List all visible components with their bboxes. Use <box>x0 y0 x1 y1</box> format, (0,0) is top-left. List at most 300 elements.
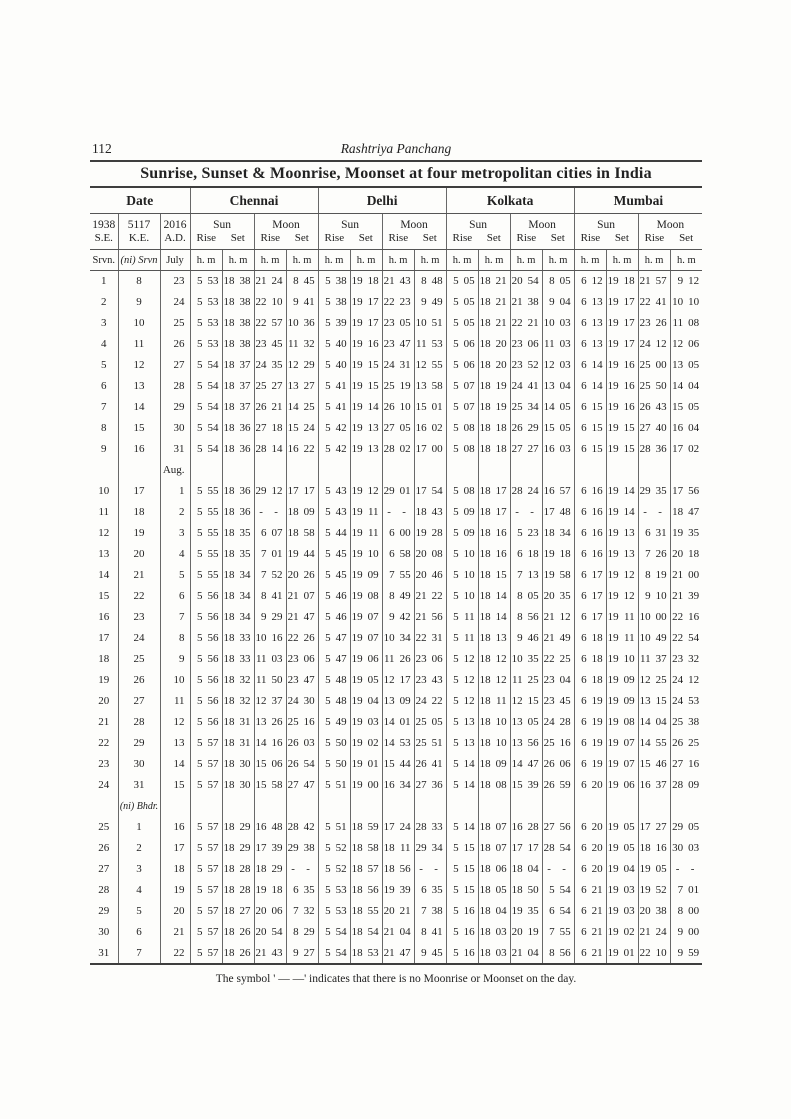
table-cell: 29 01 <box>382 481 414 502</box>
table-cell: 19 06 <box>350 649 382 670</box>
table-cell: 13 04 <box>542 376 574 397</box>
table-cell: 27 18 <box>254 418 286 439</box>
table-cell <box>190 460 222 481</box>
table-cell: 15 06 <box>254 754 286 775</box>
table-cell: 9 04 <box>542 292 574 313</box>
page <box>90 141 702 985</box>
table-cell: 5 07 <box>446 376 478 397</box>
table-cell: (ni) Bhdr. <box>118 796 160 817</box>
table-cell <box>350 460 382 481</box>
table-cell: 11 <box>98 506 110 518</box>
table-cell: 6 13 <box>574 334 606 355</box>
table-cell: 5 08 <box>446 418 478 439</box>
table-cell: 18 37 <box>222 376 254 397</box>
table-cell: 16 34 <box>382 775 414 796</box>
sun-group-header: Sun <box>318 214 382 233</box>
table-cell: 5 16 <box>446 901 478 922</box>
table-cell: 28 <box>98 884 110 896</box>
table-cell: 19 07 <box>606 733 638 754</box>
table-cell: 19 11 <box>350 523 382 544</box>
table-cell: 18 07 <box>478 817 510 838</box>
table-cell: 23 45 <box>542 691 574 712</box>
table-cell <box>222 796 254 817</box>
set-header: Set <box>286 232 318 250</box>
table-row <box>90 271 702 292</box>
table-cell: 8 45 <box>286 271 318 292</box>
table-cell: 24 35 <box>254 355 286 376</box>
table-cell: 5 54 <box>190 355 222 376</box>
table-cell: 5 07 <box>446 397 478 418</box>
table-cell: 9 29 <box>254 607 286 628</box>
table-cell: 29 34 <box>414 838 446 859</box>
table-cell: 18 38 <box>222 292 254 313</box>
table-cell: 9 10 <box>638 586 670 607</box>
table-cell: 8 19 <box>638 565 670 586</box>
table-cell: 5 52 <box>318 859 350 880</box>
header-rule <box>90 160 702 162</box>
table-cell: 7 52 <box>254 565 286 586</box>
table-cell: 16 04 <box>670 418 702 439</box>
unit-header: h. m <box>606 250 638 271</box>
city-header: Delhi <box>318 188 446 214</box>
table-cell: 5 54 <box>190 439 222 460</box>
table-cell: 12 17 <box>382 670 414 691</box>
table-cell: 3 <box>160 523 190 544</box>
table-cell: 19 03 <box>350 712 382 733</box>
table-cell: 19 <box>160 880 190 901</box>
table-cell: 5 39 <box>318 313 350 334</box>
table-cell: 18 12 <box>478 670 510 691</box>
rise-header: Rise <box>446 232 478 250</box>
table-cell: 18 33 <box>222 628 254 649</box>
table-cell: 18 32 <box>222 691 254 712</box>
table-cell: 12 <box>160 712 190 733</box>
table-cell: 16 02 <box>414 418 446 439</box>
table-row <box>90 586 702 607</box>
table-cell: 10 03 <box>542 313 574 334</box>
table-cell: 6 15 <box>574 439 606 460</box>
table-cell: 9 00 <box>670 922 702 943</box>
table-cell <box>350 796 382 817</box>
table-cell: 23 32 <box>670 649 702 670</box>
table-cell: 5 56 <box>190 691 222 712</box>
table-cell: 6 19 <box>574 712 606 733</box>
table-cell: 31 <box>90 943 118 964</box>
table-cell: 12 03 <box>542 355 574 376</box>
table-cell: 19 02 <box>606 922 638 943</box>
table-cell: 15 05 <box>542 418 574 439</box>
table-cell: 10 16 <box>254 628 286 649</box>
month-header: July <box>160 250 190 271</box>
table-cell: 5 54 <box>190 397 222 418</box>
table-cell: 5 43 <box>318 481 350 502</box>
table-cell: 23 43 <box>414 670 446 691</box>
table-cell: 7 <box>101 401 107 413</box>
table-cell: 19 17 <box>606 313 638 334</box>
table-cell: 18 29 <box>222 838 254 859</box>
table-cell: 19 35 <box>510 901 542 922</box>
table-cell: 18 09 <box>478 754 510 775</box>
table-cell: 27 36 <box>414 775 446 796</box>
table-cell: 19 01 <box>350 754 382 775</box>
table-cell: 11 26 <box>382 649 414 670</box>
table-cell: 27 <box>160 355 190 376</box>
table-cell: 18 28 <box>222 859 254 880</box>
table-cell: 18 36 <box>222 418 254 439</box>
table-cell: 15 24 <box>286 418 318 439</box>
table-row <box>90 313 702 334</box>
table-cell: 10 34 <box>382 628 414 649</box>
table-row <box>90 796 702 817</box>
table-cell: 6 20 <box>574 838 606 859</box>
table-cell: 6 19 <box>574 733 606 754</box>
table-cell: 5 53 <box>190 334 222 355</box>
table-cell: 6 16 <box>574 502 606 523</box>
rise-header: Rise <box>574 232 606 250</box>
table-cell: 5 47 <box>318 649 350 670</box>
table-cell: 19 28 <box>414 523 446 544</box>
table-cell: 19 39 <box>382 880 414 901</box>
table-cell: 6 16 <box>574 544 606 565</box>
table-cell: 7 26 <box>638 544 670 565</box>
city-header: Mumbai <box>574 188 702 214</box>
table-row <box>90 523 702 544</box>
table-cell: 6 54 <box>542 901 574 922</box>
table-cell: 5 41 <box>318 397 350 418</box>
table-cell: 10 36 <box>286 313 318 334</box>
table-row <box>90 649 702 670</box>
table-cell: 17 02 <box>670 439 702 460</box>
table-cell: 10 <box>118 313 160 334</box>
table-cell <box>574 796 606 817</box>
table-cell: 5 50 <box>318 754 350 775</box>
table-cell <box>670 460 702 481</box>
table-cell: 18 29 <box>254 859 286 880</box>
table-cell: 19 44 <box>286 544 318 565</box>
table-cell: 5 57 <box>190 754 222 775</box>
unit-header: h. m <box>638 250 670 271</box>
table-cell: 16 22 <box>286 439 318 460</box>
table-row <box>90 565 702 586</box>
table-cell: 5 55 <box>190 502 222 523</box>
unit-header: h. m <box>318 250 350 271</box>
table-cell: 20 06 <box>254 901 286 922</box>
table-cell: 13 26 <box>254 712 286 733</box>
table-cell: 17 48 <box>542 502 574 523</box>
table-cell: 19 35 <box>670 523 702 544</box>
table-row <box>90 439 702 460</box>
table-cell: 28 <box>160 376 190 397</box>
table-cell: 23 06 <box>510 334 542 355</box>
table-cell: 9 45 <box>414 943 446 964</box>
table-cell: 6 21 <box>574 922 606 943</box>
table-cell: 17 00 <box>414 439 446 460</box>
table-cell: 18 21 <box>478 313 510 334</box>
month-header: (ni) Srvn <box>118 250 160 271</box>
table-cell: 6 58 <box>382 544 414 565</box>
table-cell: 28 09 <box>670 775 702 796</box>
table-cell: 7 13 <box>510 565 542 586</box>
table-cell: 5 56 <box>190 628 222 649</box>
table-cell: 19 16 <box>606 397 638 418</box>
table-cell <box>542 796 574 817</box>
unit-header: h. m <box>286 250 318 271</box>
rise-header: Rise <box>638 232 670 250</box>
table-cell: 28 54 <box>542 838 574 859</box>
table-cell: 11 08 <box>670 313 702 334</box>
table-cell: 21 <box>98 716 110 728</box>
table-cell: 18 34 <box>222 586 254 607</box>
table-cell: 18 18 <box>478 418 510 439</box>
unit-header: h. m <box>478 250 510 271</box>
table-cell: 18 03 <box>478 943 510 964</box>
table-cell: 5 56 <box>190 649 222 670</box>
table-row <box>90 481 702 502</box>
table-cell: 14 55 <box>638 733 670 754</box>
city-header: Kolkata <box>446 188 574 214</box>
table-cell: 5 55 <box>190 523 222 544</box>
table-cell: 21 24 <box>254 271 286 292</box>
table-cell: 1 <box>118 817 160 838</box>
table-cell: 18 54 <box>350 922 382 943</box>
moon-group-header: Moon <box>510 214 574 233</box>
table-cell: 26 <box>160 334 190 355</box>
table-cell: 5 54 <box>542 880 574 901</box>
table-cell: 18 35 <box>222 523 254 544</box>
era-header: K.E. <box>118 232 160 250</box>
table-cell: 6 17 <box>574 607 606 628</box>
table-cell: 18 11 <box>382 838 414 859</box>
table-cell: 21 22 <box>414 586 446 607</box>
table-cell: 18 <box>118 502 160 523</box>
table-cell: 29 <box>118 733 160 754</box>
table-cell: 16 <box>118 439 160 460</box>
table-cell: 19 17 <box>606 334 638 355</box>
table-cell <box>160 796 190 817</box>
table-cell: - - <box>414 859 446 880</box>
table-cell: 19 12 <box>606 586 638 607</box>
table-cell: 6 07 <box>254 523 286 544</box>
table-cell: 2 <box>118 838 160 859</box>
table-cell: 21 00 <box>670 565 702 586</box>
table-cell: 24 12 <box>638 334 670 355</box>
table-cell: 30 <box>118 754 160 775</box>
unit-header: h. m <box>350 250 382 271</box>
table-cell: 19 18 <box>542 544 574 565</box>
table-cell: 18 16 <box>478 544 510 565</box>
table-cell: 1 <box>101 275 107 288</box>
table-cell: 9 59 <box>670 943 702 964</box>
table-cell: 11 <box>160 691 190 712</box>
table-cell: 18 36 <box>222 439 254 460</box>
table-cell: 15 <box>160 775 190 796</box>
table-cell: 16 37 <box>638 775 670 796</box>
table-cell: 5 23 <box>510 523 542 544</box>
table-cell: 18 05 <box>478 880 510 901</box>
table-cell: 25 <box>118 649 160 670</box>
table-cell: 18 38 <box>222 313 254 334</box>
table-cell: 7 38 <box>414 901 446 922</box>
table-cell: 21 12 <box>542 607 574 628</box>
table-cell: 21 56 <box>414 607 446 628</box>
table-cell: 3 <box>118 859 160 880</box>
table-cell: 5 57 <box>190 838 222 859</box>
table-cell: 13 <box>160 733 190 754</box>
table-header-row <box>90 188 702 214</box>
table-cell: 18 58 <box>350 838 382 859</box>
table-cell: 18 37 <box>222 355 254 376</box>
table-cell: 5 14 <box>446 754 478 775</box>
table-cell: 6 16 <box>574 523 606 544</box>
table-cell: 19 <box>118 523 160 544</box>
table-cell: 12 37 <box>254 691 286 712</box>
table-header-row <box>90 250 702 271</box>
table-cell: 8 48 <box>414 271 446 292</box>
table-cell: 5 57 <box>190 817 222 838</box>
table-cell: 13 09 <box>382 691 414 712</box>
table-cell <box>414 460 446 481</box>
table-cell: 10 10 <box>670 292 702 313</box>
table-cell <box>606 796 638 817</box>
table-cell: 10 <box>160 670 190 691</box>
table-cell: 8 56 <box>542 943 574 964</box>
unit-header: h. m <box>190 250 222 271</box>
table-cell: 5 11 <box>446 628 478 649</box>
table-cell: 6 12 <box>574 271 606 292</box>
table-cell: 11 25 <box>510 670 542 691</box>
table-cell <box>254 796 286 817</box>
sun-group-header: Sun <box>574 214 638 233</box>
rise-header: Rise <box>254 232 286 250</box>
table-cell: 18 59 <box>350 817 382 838</box>
table-cell: 5 16 <box>446 922 478 943</box>
table-cell: 13 <box>98 548 110 560</box>
table-cell: 24 <box>98 779 110 791</box>
table-cell: 6 15 <box>574 418 606 439</box>
table-cell: 25 19 <box>382 376 414 397</box>
table-cell: 13 27 <box>286 376 318 397</box>
table-cell: - - <box>638 502 670 523</box>
table-cell: 16 03 <box>542 439 574 460</box>
table-cell: 22 <box>118 586 160 607</box>
table-cell: 19 12 <box>350 481 382 502</box>
table-cell: 7 <box>118 943 160 964</box>
table-cell: 6 18 <box>574 649 606 670</box>
table-cell: 23 52 <box>510 355 542 376</box>
table-cell: 15 46 <box>638 754 670 775</box>
table-row <box>90 628 702 649</box>
table-cell <box>542 460 574 481</box>
table-cell: 21 49 <box>542 628 574 649</box>
table-cell: 9 27 <box>286 943 318 964</box>
table-cell: 16 28 <box>510 817 542 838</box>
table-cell: 22 21 <box>510 313 542 334</box>
table-cell: 19 58 <box>542 565 574 586</box>
table-cell: 18 04 <box>510 859 542 880</box>
table-cell: 22 <box>160 943 190 964</box>
date-group-header: Date <box>90 188 190 214</box>
table-cell: 21 43 <box>382 271 414 292</box>
table-cell: 5 12 <box>446 691 478 712</box>
table-cell: 23 47 <box>382 334 414 355</box>
table-cell: 12 29 <box>286 355 318 376</box>
table-cell: 5 45 <box>318 544 350 565</box>
table-cell: 18 37 <box>222 397 254 418</box>
table-cell: 13 05 <box>670 355 702 376</box>
page-header <box>90 141 702 160</box>
table-cell: 18 13 <box>478 628 510 649</box>
table-cell: 16 <box>160 817 190 838</box>
table-cell: 5 05 <box>446 292 478 313</box>
table-row <box>90 733 702 754</box>
table-cell <box>286 796 318 817</box>
table-cell <box>478 796 510 817</box>
panchang-table <box>90 188 702 965</box>
table-cell: - - <box>510 502 542 523</box>
table-cell: 6 18 <box>510 544 542 565</box>
table-cell: 5 51 <box>318 817 350 838</box>
table-cell: 27 40 <box>638 418 670 439</box>
table-cell: 20 <box>160 901 190 922</box>
table-cell: - - <box>542 859 574 880</box>
table-cell: 5 47 <box>318 628 350 649</box>
table-cell <box>190 796 222 817</box>
table-cell: 24 12 <box>670 670 702 691</box>
table-cell: 20 08 <box>414 544 446 565</box>
table-cell: 18 16 <box>478 523 510 544</box>
table-row <box>90 754 702 775</box>
table-cell: 19 14 <box>606 502 638 523</box>
table-cell: 19 16 <box>606 376 638 397</box>
table-cell: 15 05 <box>670 397 702 418</box>
table-cell: 19 17 <box>350 292 382 313</box>
table-cell <box>254 460 286 481</box>
table-cell: 28 02 <box>382 439 414 460</box>
table-cell: 25 <box>98 821 110 833</box>
table-cell: 24 22 <box>414 691 446 712</box>
table-row <box>90 502 702 523</box>
table-cell: 5 52 <box>318 838 350 859</box>
table-cell: 22 25 <box>542 649 574 670</box>
table-cell: 11 50 <box>254 670 286 691</box>
table-cell: 18 21 <box>478 292 510 313</box>
table-cell: 19 09 <box>350 565 382 586</box>
table-cell: 21 39 <box>670 586 702 607</box>
table-cell: 19 09 <box>606 670 638 691</box>
table-cell: 19 15 <box>606 439 638 460</box>
table-cell: 4 <box>118 880 160 901</box>
table-cell: 21 43 <box>254 943 286 964</box>
table-cell: 19 13 <box>350 439 382 460</box>
table-cell: 28 36 <box>638 439 670 460</box>
table-cell: 19 02 <box>350 733 382 754</box>
table-cell: 18 10 <box>478 712 510 733</box>
table-cell: 18 11 <box>478 691 510 712</box>
unit-header: h. m <box>670 250 702 271</box>
table-row <box>90 691 702 712</box>
table-cell: 18 34 <box>542 523 574 544</box>
table-cell: 5 06 <box>446 334 478 355</box>
table-cell: 18 31 <box>222 733 254 754</box>
table-cell: 5 <box>160 565 190 586</box>
table-cell: 21 <box>160 922 190 943</box>
table-cell <box>286 460 318 481</box>
table-cell: 26 54 <box>286 754 318 775</box>
table-cell: 21 24 <box>638 922 670 943</box>
table-cell: 11 32 <box>286 334 318 355</box>
table-cell: 17 17 <box>286 481 318 502</box>
table-cell: 18 18 <box>478 439 510 460</box>
